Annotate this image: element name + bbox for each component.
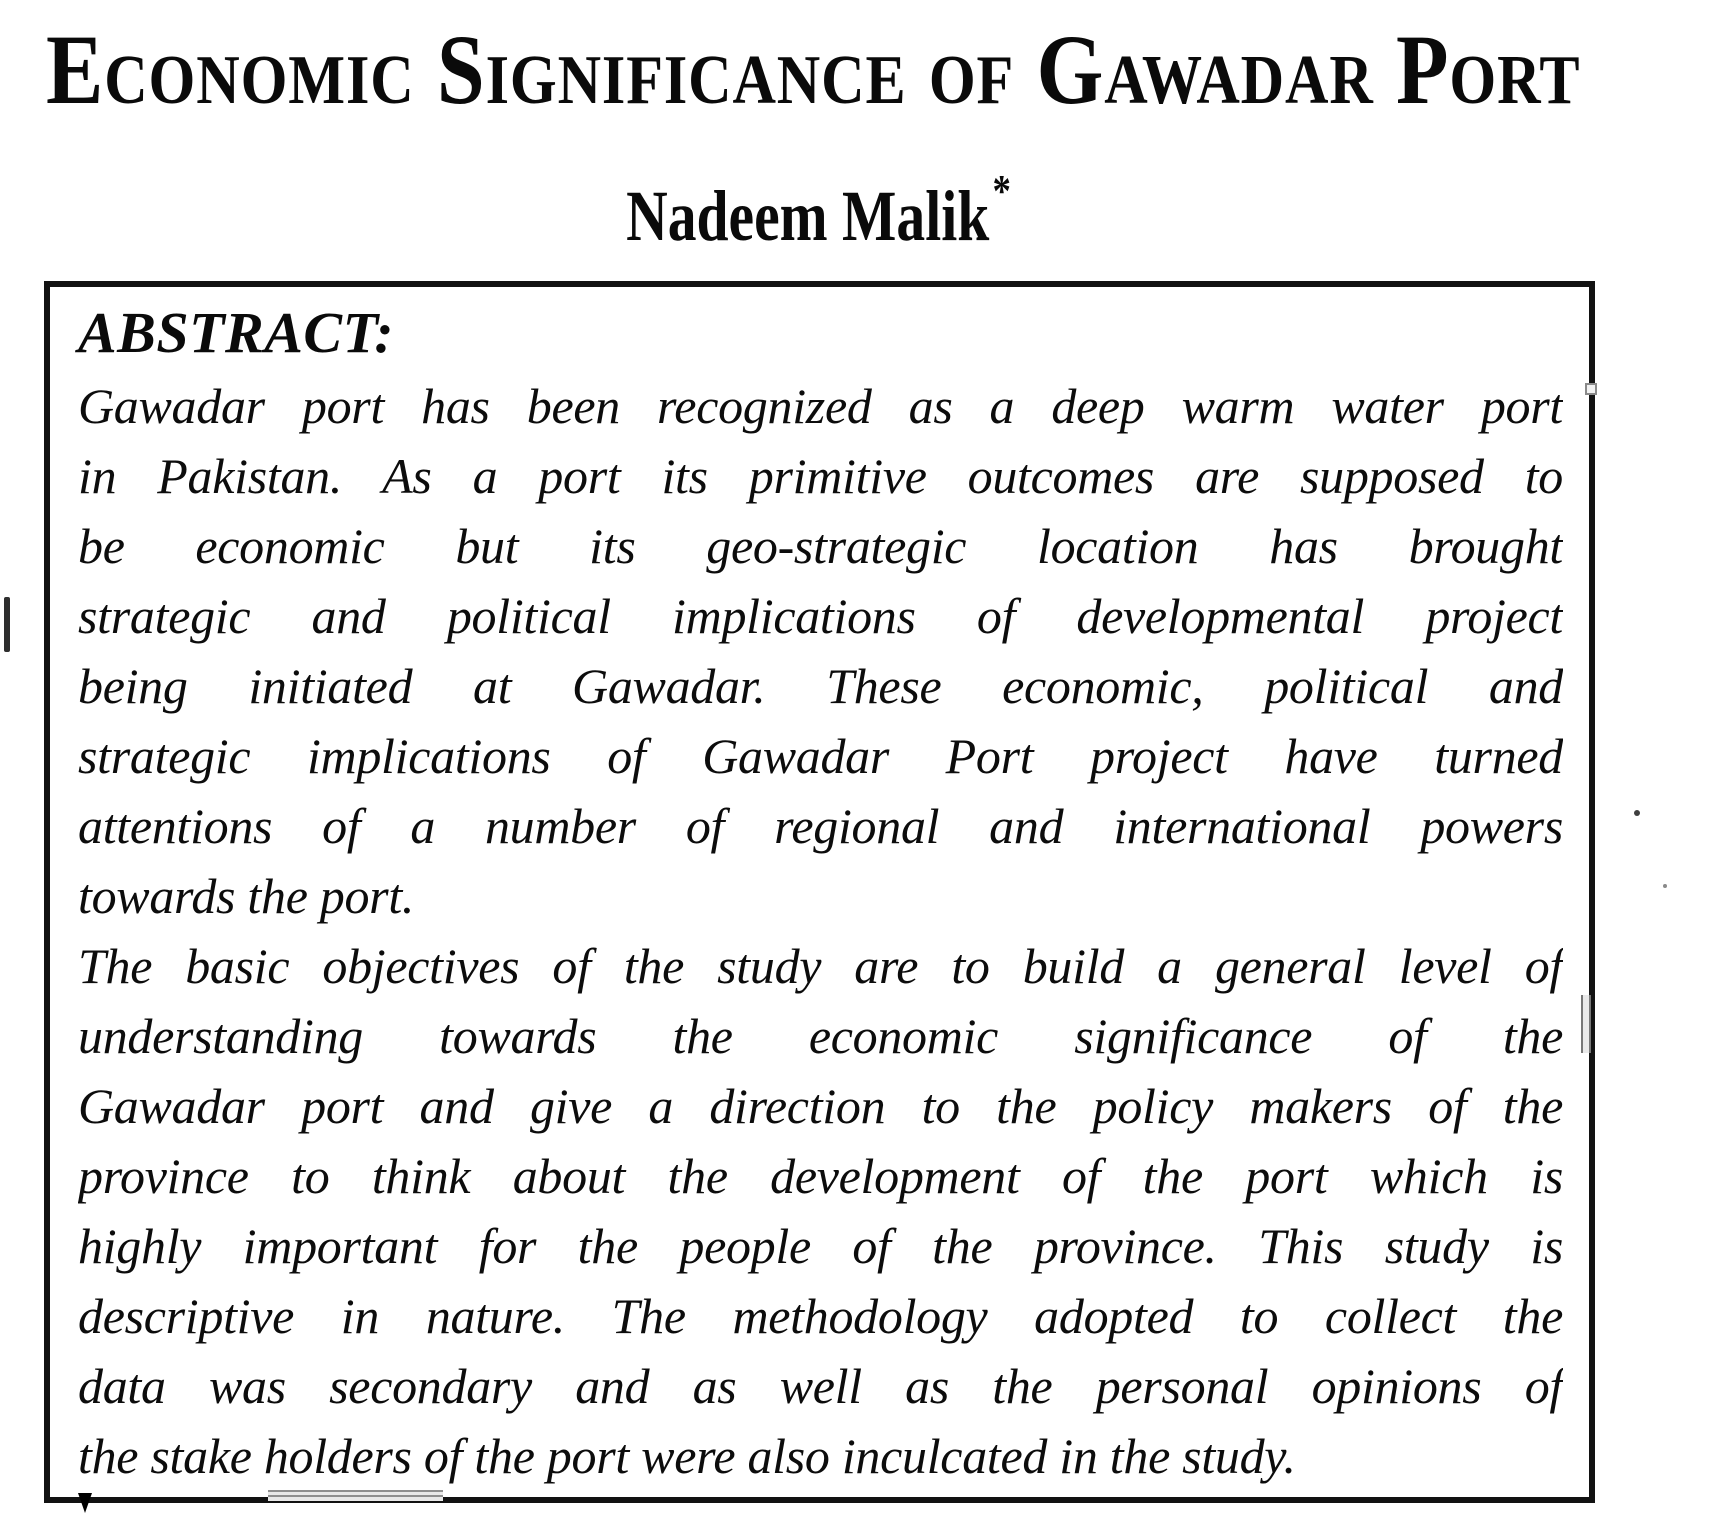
author-name-block — [626, 146, 1011, 261]
scan-artifact-bottom-spike — [78, 1493, 92, 1513]
abstract-line: Gawadar port and give a direction to the policy makers of the — [78, 1078, 1563, 1134]
abstract-line: strategic and political implications of developmental project — [78, 588, 1563, 644]
abstract-line: descriptive in nature. The methodology adopted to collect the — [78, 1288, 1563, 1344]
scan-artifact-dot — [1634, 810, 1640, 816]
author-name: Nadeem Malik — [626, 176, 990, 256]
scan-artifact-dot — [1663, 884, 1667, 888]
abstract-line: highly important for the people of the province. This study is — [78, 1218, 1563, 1274]
abstract-line: The basic objectives of the study are to build a general level of — [78, 938, 1563, 994]
abstract-line: Gawadar port has been recognized as a deep warm water port — [78, 378, 1563, 434]
abstract-line: being initiated at Gawadar. These economic, political and — [78, 658, 1563, 714]
abstract-line: province to think about the development of the port which is — [78, 1148, 1563, 1204]
abstract-line: the stake holders of the port were also inculcated in the study. — [78, 1428, 1296, 1484]
abstract-heading: ABSTRACT: — [78, 300, 395, 365]
scan-artifact-bottom-gray — [268, 1490, 443, 1501]
scan-artifact-right-notch — [1585, 383, 1597, 395]
abstract-line: in Pakistan. As a port its primitive outcomes are supposed to — [78, 448, 1563, 504]
abstract-box — [44, 281, 1595, 1503]
abstract-line: strategic implications of Gawadar Port project have turned — [78, 728, 1563, 784]
abstract-line: towards the port. — [78, 868, 415, 924]
abstract-paragraph — [78, 371, 1563, 931]
author-row — [0, 146, 1713, 281]
author-footnote-asterisk: * — [992, 165, 1011, 216]
abstract-line: understanding towards the economic significance of the — [78, 1008, 1563, 1064]
abstract-line: attentions of a number of regional and international powers — [78, 798, 1563, 854]
abstract-paragraph — [78, 931, 1563, 1491]
paper-title-row — [46, 16, 1686, 153]
paper-title: Economic Significance of Gawadar Port — [46, 14, 1581, 125]
abstract-line: be economic but its geo-strategic location has brought — [78, 518, 1563, 574]
abstract-body — [78, 371, 1563, 1491]
abstract-line: data was secondary and as well as the personal opinions of — [78, 1358, 1563, 1414]
scan-artifact-left-tick — [4, 597, 10, 652]
scan-artifact-right-tick — [1581, 995, 1591, 1053]
